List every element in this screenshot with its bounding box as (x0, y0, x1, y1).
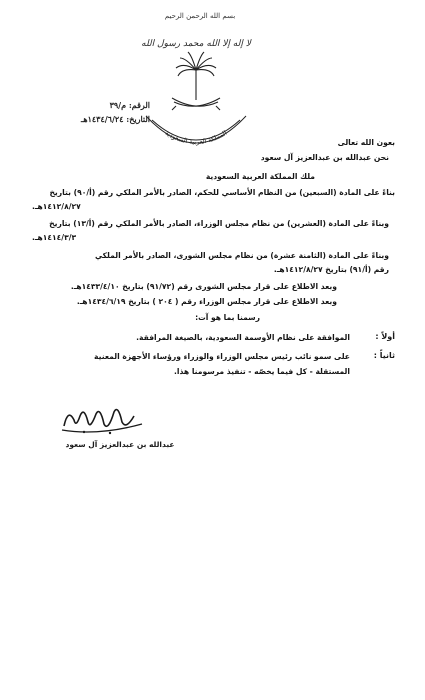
handwritten-signature (58, 402, 148, 436)
opening-text: بعون الله تعالى (337, 138, 395, 147)
svg-text:المملكة العربية السعودية (164, 129, 229, 146)
signer-name: عبدالله بن عبدالعزيز آل سعود (65, 440, 175, 449)
clause-1a: بناءً على المادة (السبعين) من النظام الأساسي للحكم، الصادر بالأمر الملكي رقم (أ/٩٠) بتاريخ (49, 188, 395, 197)
kingdom-arc-text: المملكة العربية السعودية (163, 128, 229, 147)
shahada-text: لا إله إلا الله محمد رسول الله (141, 39, 251, 49)
issuer-title: ملك المملكة العربية السعودية (205, 172, 315, 181)
clause-1b: ١٤١٢/٨/٢٧هـ. (32, 202, 81, 211)
decree-intro: رسمنا بما هو آت: (195, 313, 260, 322)
item-1-text: الموافقة على نظام الأوسمة السعودية، بالصيغة المرافقة. (136, 333, 350, 342)
clause-5: وبعد الاطلاع على قرار مجلس الوزراء رقم ( ٢٠٤ ) بتاريخ ١٤٣٤/٦/١٩هـ. (76, 297, 337, 306)
issuer-line: نحن عبدالله بن عبدالعزيز آل سعود (260, 153, 389, 162)
clause-2b: ١٤١٤/٣/٣هـ. (32, 233, 77, 242)
clause-2a: وبناءً على المادة (العشرين) من نظام مجلس الوزراء، الصادر بالأمر الملكي رقم (أ/١٣) بتاريخ (49, 219, 389, 228)
item-2-number: ثانياً : (373, 351, 395, 360)
shahada-calligraphy (141, 39, 252, 49)
clause-3b: رقم (أ/٩١) بتاريخ ١٤١٢/٨/٢٧هـ. (273, 265, 389, 274)
item-1-number: أولاً : (375, 332, 395, 341)
item-2-text-b: المستقلة - كل فيما يخصّه - تنفيذ مرسومنا هذا. (174, 367, 350, 376)
basmala-text: بسم الله الرحمن الرحيم (164, 12, 236, 20)
clause-3a: وبناءً على المادة (الثامنة عشرة) من نظام مجلس الشورى، الصادر بالأمر الملكي (94, 251, 389, 260)
emblem-arc (146, 116, 246, 146)
reference-number: الرقم: م/٣٩ (109, 100, 150, 110)
saudi-emblem-icon (140, 32, 252, 166)
palm-tree-icon (176, 52, 216, 100)
clause-4: وبعد الاطلاع على قرار مجلس الشورى رقم (٩١/٧٢) بتاريخ ١٤٣٣/٤/١٠هـ. (70, 282, 337, 291)
reference-block (40, 98, 150, 126)
item-2-text-a: على سمو نائب رئيس مجلس الوزراء والوزراء ورؤساء الأجهزة المعنية (94, 352, 350, 361)
reference-date: التاريخ: ١٤٣٤/٦/٢٤هـ (81, 114, 150, 124)
